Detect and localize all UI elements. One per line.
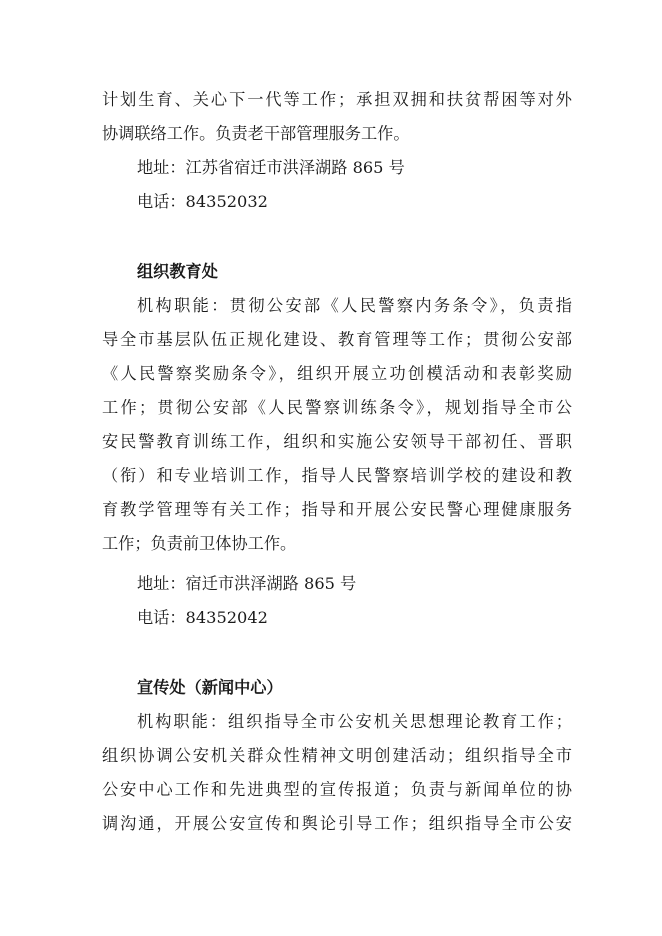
- section-continued-line-2: 协调联络工作。负责老干部管理服务工作。: [102, 124, 410, 143]
- section-organization-line-7: 育教学管理等有关工作；指导和开展公安民警心理健康服务: [102, 500, 572, 519]
- section-organization-line-2: 导全市基层队伍正规化建设、教育管理等工作；贯彻公安部: [102, 330, 572, 349]
- section-organization-line-8: 工作；负责前卫体协工作。: [102, 534, 297, 553]
- section-organization-line-1: 机构职能：贯彻公安部《人民警察内务条令》，负责指: [137, 296, 572, 315]
- section-continued-line-1: 计划生育、关心下一代等工作；承担双拥和扶贫帮困等对外: [102, 90, 572, 109]
- section-organization-line-6: （衔）和专业培训工作，指导人民警察培训学校的建设和教: [102, 466, 572, 485]
- section-organization-line-3: 《人民警察奖励条令》，组织开展立功创模活动和表彰奖励: [102, 364, 572, 383]
- section-publicity-line-3: 公安中心工作和先进典型的宣传报道；负责与新闻单位的协: [102, 780, 572, 799]
- section-title-organization-education: 组织教育处: [137, 262, 218, 281]
- section-organization-line-5: 安民警教育训练工作，组织和实施公安领导干部初任、晋职: [102, 432, 572, 451]
- section-publicity-line-1: 机构职能：组织指导全市公安机关思想理论教育工作；: [137, 712, 572, 731]
- section-continued-address: 地址：江苏省宿迁市洪泽湖路 865 号: [137, 158, 405, 177]
- section-organization-line-4: 工作；贯彻公安部《人民警察训练条令》，规划指导全市公: [102, 398, 572, 417]
- section-organization-address: 地址：宿迁市洪泽湖路 865 号: [137, 574, 357, 593]
- section-publicity-line-2: 组织协调公安机关群众性精神文明创建活动；组织指导全市: [102, 746, 572, 765]
- section-organization-phone: 电话：84352042: [137, 608, 268, 627]
- section-publicity-line-4: 调沟通，开展公安宣传和舆论引导工作；组织指导全市公安: [102, 814, 572, 833]
- section-title-publicity: 宣传处（新闻中心）: [137, 678, 283, 697]
- section-continued-phone: 电话：84352032: [137, 192, 268, 211]
